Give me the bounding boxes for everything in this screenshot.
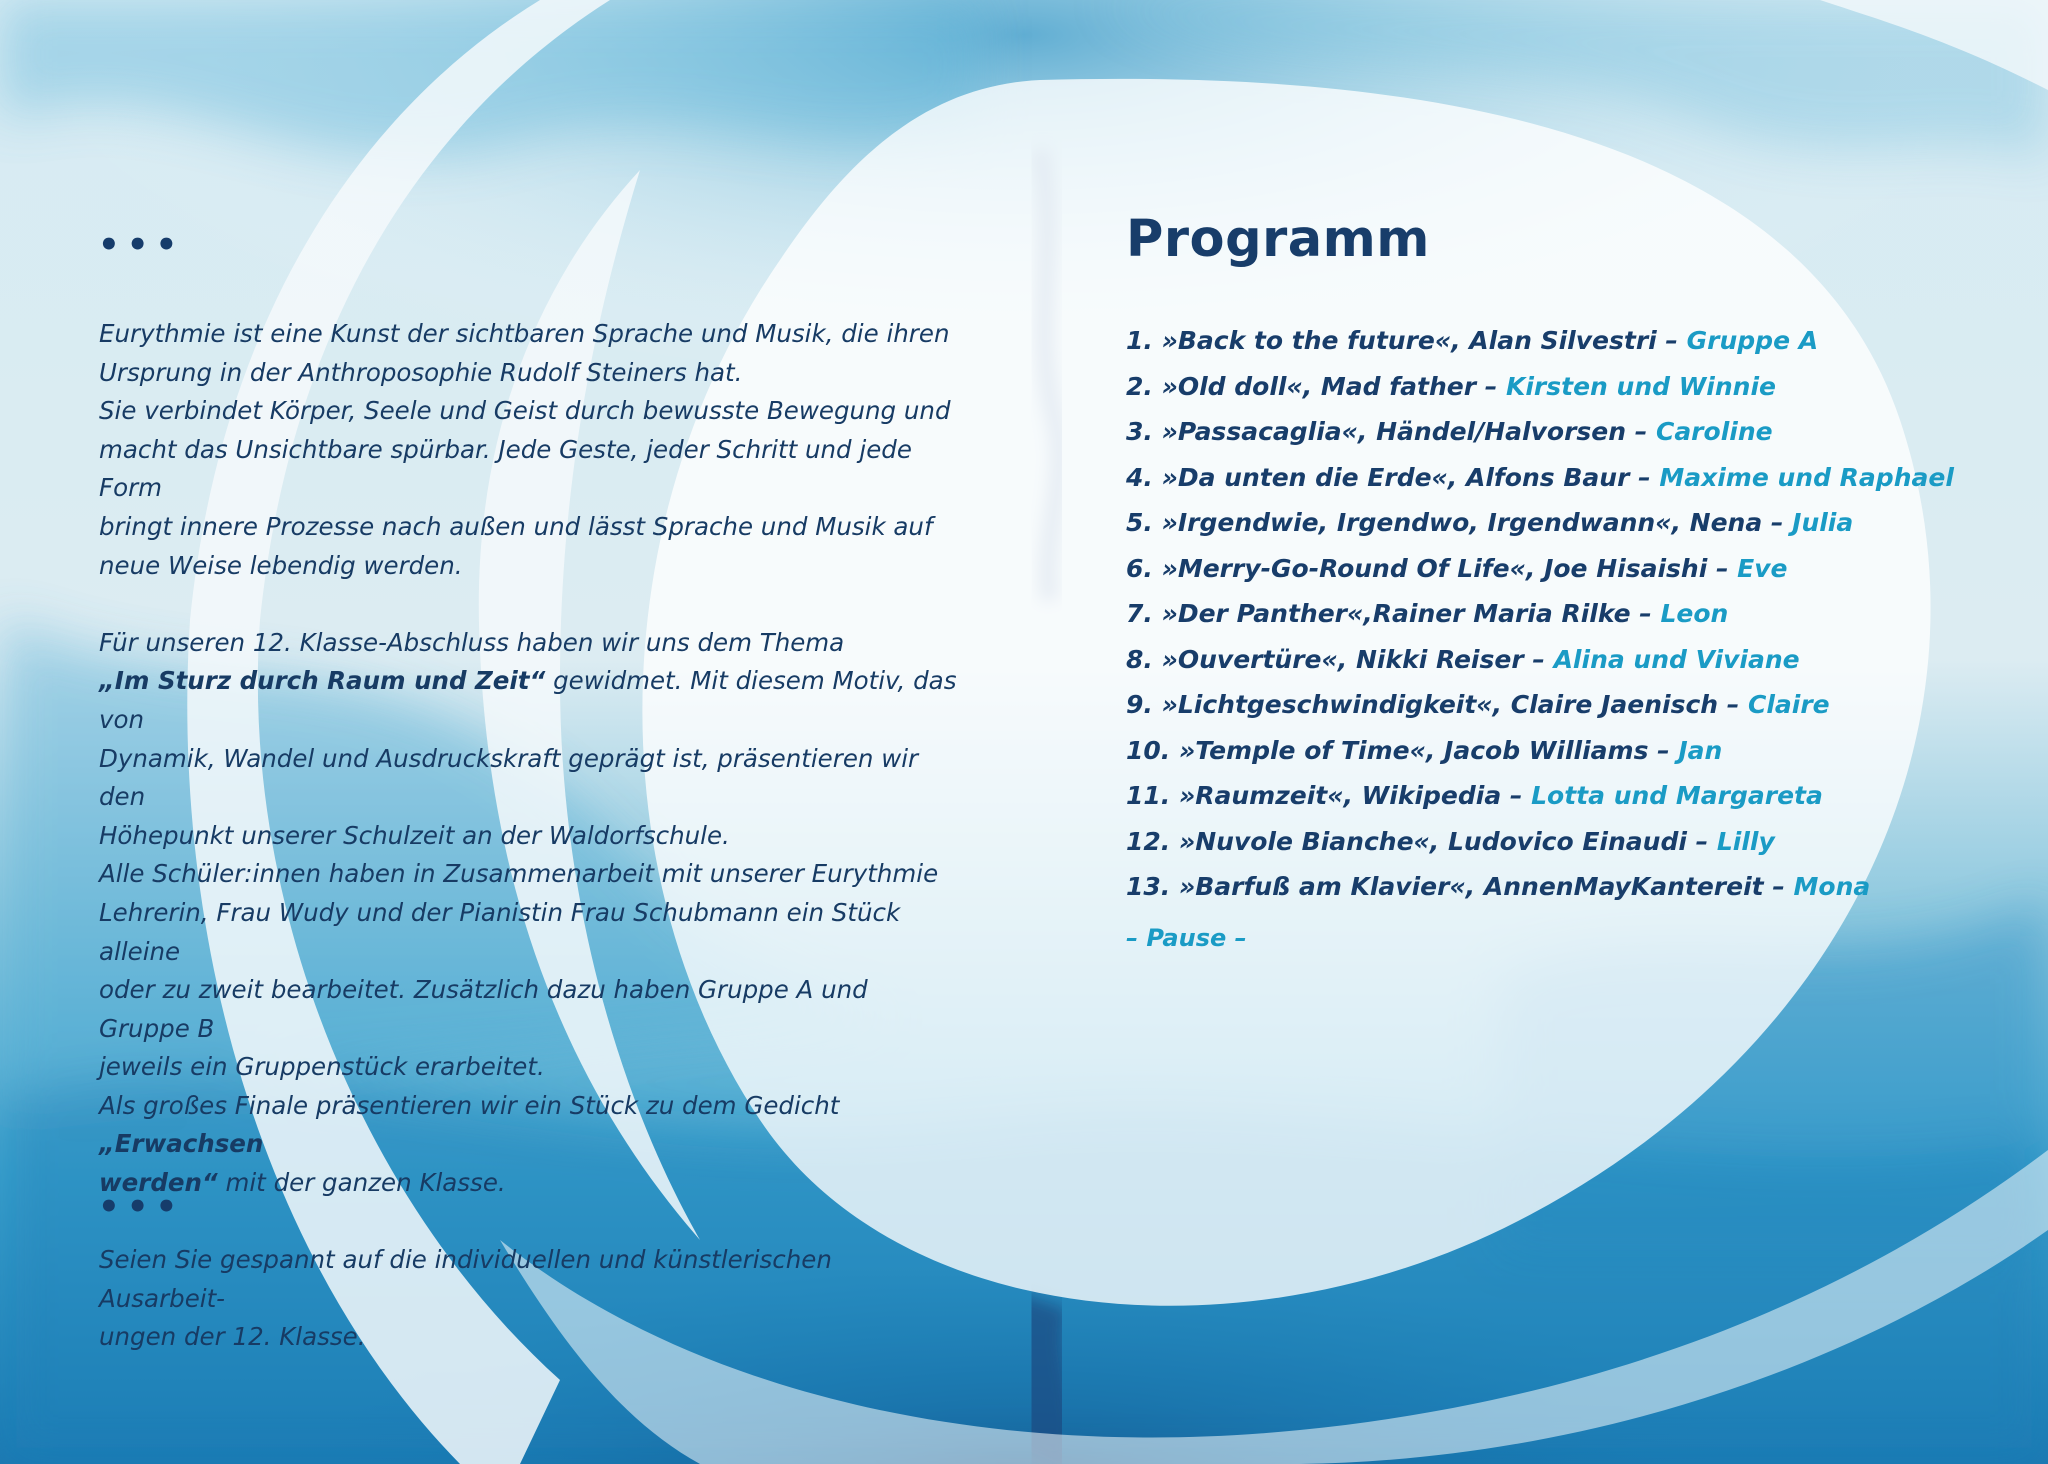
text-fragment: Als großes Finale präsentieren wir ein Stück zu dem Gedicht	[99, 1090, 840, 1120]
text-line: macht das Unsichtbare spürbar. Jede Geste, jeder Schritt und jede Form	[99, 434, 912, 503]
text-line: Alle Schüler:innen haben in Zusammenarbeit mit unserer Eurythmie	[99, 859, 939, 889]
program-work: 9. »Lichtgeschwindigkeit«, Claire Jaenisch –	[1126, 690, 1748, 719]
text-line	[99, 1087, 959, 1164]
text-line	[99, 1164, 959, 1203]
program-performer: Caroline	[1655, 417, 1773, 446]
program-section	[1126, 210, 2006, 952]
program-item	[1126, 409, 2006, 455]
intro-paragraph-1	[99, 315, 959, 585]
poem-title-part-1: „Erwachsen	[99, 1129, 264, 1159]
program-item	[1126, 773, 2006, 819]
text-line: oder zu zweit bearbeitet. Zusätzlich dazu haben Gruppe A und Gruppe B	[99, 975, 868, 1043]
program-performer: Alina und Viviane	[1553, 644, 1800, 674]
text-line: bringt innere Prozesse nach außen und lässt Sprache und Musik auf	[99, 511, 933, 541]
paragraph-gap	[99, 585, 959, 624]
intro-paragraph-2	[99, 624, 959, 1203]
program-item	[1126, 546, 2006, 592]
program-work: 1. »Back to the future«, Alan Silvestri –	[1126, 326, 1687, 355]
program-work: 5. »Irgendwie, Irgendwo, Irgendwann«, Nena –	[1126, 508, 1793, 537]
program-work: 13. »Barfuß am Klavier«, AnnenMayKantereit –	[1126, 872, 1794, 901]
program-item	[1126, 682, 2006, 728]
program-performer: Eve	[1737, 553, 1788, 583]
text-fragment: mit der ganzen Klasse.	[217, 1168, 506, 1198]
program-item	[1126, 864, 2006, 910]
program-performer: Jan	[1678, 735, 1723, 765]
program-item	[1126, 455, 2006, 501]
program-performer: Lilly	[1716, 826, 1775, 856]
program-work: 2. »Old doll«, Mad father –	[1126, 371, 1506, 401]
text-line: Lehrerin, Frau Wudy und der Pianistin Frau Schubmann ein Stück alleine	[99, 897, 901, 966]
program-performer: Maxime und Raphael	[1659, 462, 1954, 492]
program-pause: – Pause –	[1126, 923, 1247, 952]
text-line	[99, 662, 959, 739]
program-item	[1126, 591, 2006, 637]
text-fragment: gewidmet. Mit diesem Motiv, das von	[99, 666, 957, 734]
text-line: Dynamik, Wandel und Ausdruckskraft geprägt ist, präsentieren wir den	[99, 743, 919, 812]
text-line: jeweils ein Gruppenstück erarbeitet.	[99, 1052, 545, 1082]
program-work: 10. »Temple of Time«, Jacob Williams –	[1126, 735, 1679, 765]
ellipsis-top-decoration: •••	[98, 225, 185, 265]
intro-paragraph-3	[99, 1241, 959, 1357]
program-item	[1126, 819, 2006, 865]
program-item	[1126, 318, 2006, 364]
text-line: Sie verbindet Körper, Seele und Geist durch bewusste Bewegung und	[99, 396, 951, 426]
text-line: ungen der 12. Klasse.	[99, 1322, 366, 1352]
program-performer: Leon	[1660, 599, 1729, 628]
text-line: Seien Sie gespannt auf die individuellen und künstlerischen Ausarbeit-	[99, 1245, 832, 1313]
program-item	[1126, 500, 2006, 546]
program-item	[1126, 637, 2006, 683]
theme-title: „Im Sturz durch Raum und Zeit“	[99, 666, 546, 696]
ellipsis-bottom-decoration: •••	[98, 1187, 185, 1227]
intro-text	[99, 315, 959, 1357]
text-line: Höhepunkt unserer Schulzeit an der Waldorfschule.	[99, 820, 730, 850]
program-work: 11. »Raumzeit«, Wikipedia –	[1126, 781, 1532, 810]
program-performer: Lotta und Margareta	[1531, 781, 1823, 810]
text-line: Für unseren 12. Klasse-Abschluss haben wir uns dem Thema	[99, 627, 845, 657]
text-line: Ursprung in der Anthroposophie Rudolf Steiners hat.	[99, 357, 743, 387]
program-performer: Kirsten und Winnie	[1505, 371, 1776, 401]
program-work: 6. »Merry-Go-Round Of Life«, Joe Hisaishi –	[1126, 553, 1738, 583]
program-title: Programm	[1126, 210, 1430, 269]
program-work: 3. »Passacaglia«, Händel/Halvorsen –	[1126, 417, 1656, 446]
program-performer: Gruppe A	[1686, 326, 1819, 355]
program-item	[1126, 728, 2006, 774]
program-item	[1126, 364, 2006, 410]
program-work: 4. »Da unten die Erde«, Alfons Baur –	[1126, 462, 1660, 492]
program-performer: Claire	[1748, 690, 1830, 719]
program-performer: Julia	[1792, 508, 1854, 537]
program-list	[1126, 318, 2006, 910]
text-line: neue Weise lebendig werden.	[99, 550, 463, 580]
program-performer: Mona	[1793, 872, 1871, 901]
poem-title-part-2: werden“	[99, 1168, 218, 1198]
text-line: Eurythmie ist eine Kunst der sichtbaren Sprache und Musik, die ihren	[99, 319, 950, 348]
program-work: 12. »Nuvole Bianche«, Ludovico Einaudi –	[1126, 826, 1717, 856]
paragraph-gap	[99, 1203, 959, 1242]
program-work: 8. »Ouvertüre«, Nikki Reiser –	[1126, 644, 1554, 674]
program-work: 7. »Der Panther«,Rainer Maria Rilke –	[1126, 599, 1661, 628]
